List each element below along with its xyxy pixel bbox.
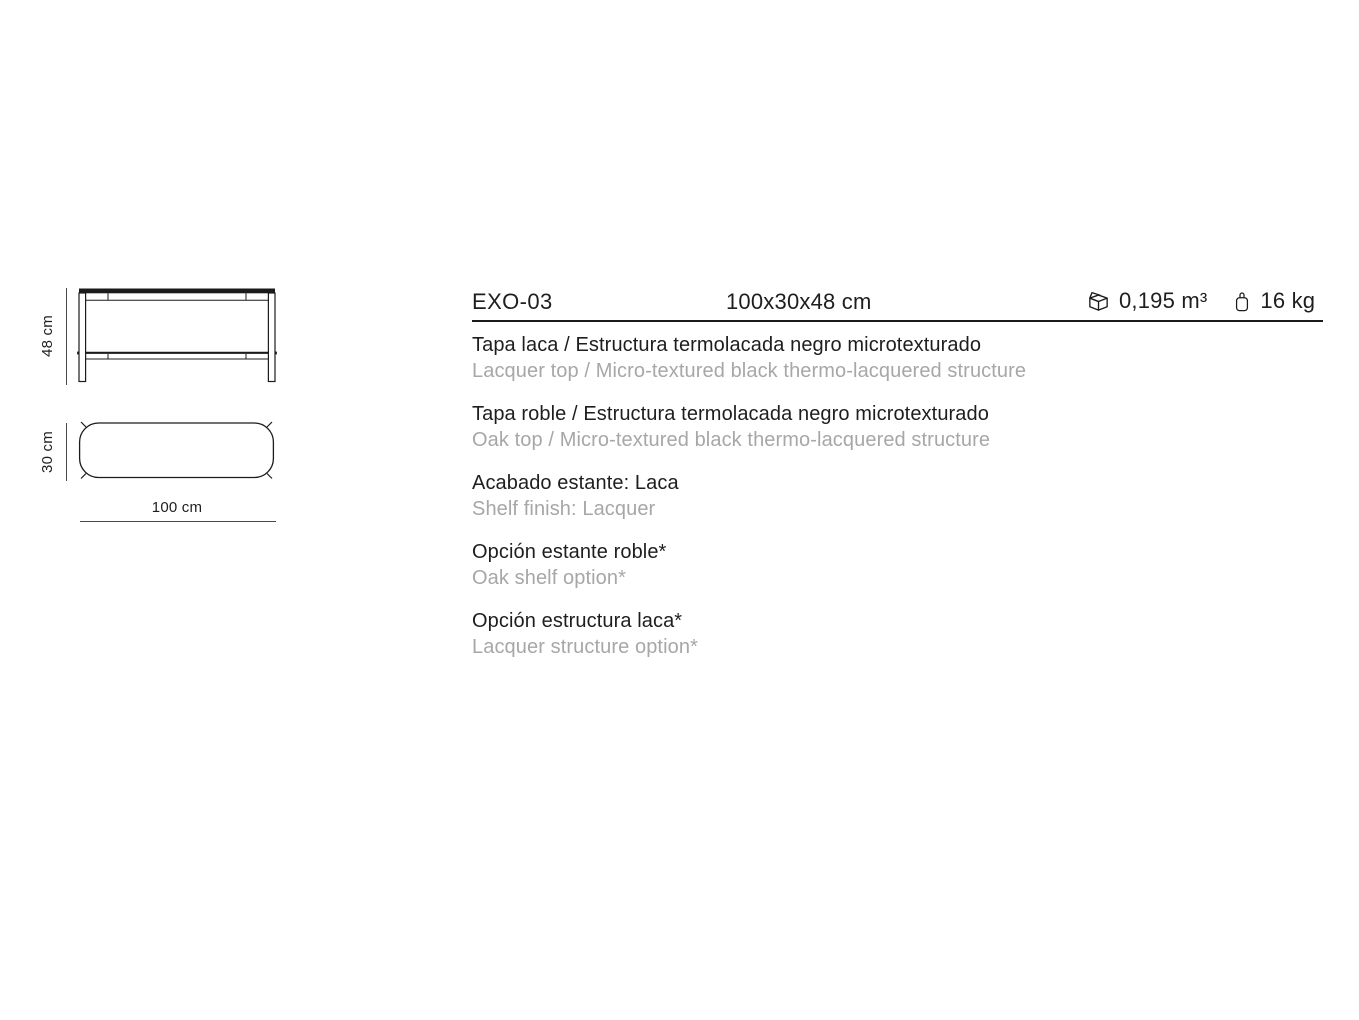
height-dimension-label: 48 cm [38, 315, 56, 357]
package-volume-value: 0,195 m³ [1119, 288, 1208, 313]
spec-text-es: Opción estructura laca* [472, 610, 683, 632]
spec-item-oak-shelf-option [472, 539, 1342, 591]
right-leg [268, 293, 275, 382]
spec-text-en: Shelf finish: Lacquer [472, 498, 656, 520]
hanging-weight-icon [1232, 289, 1252, 314]
spec-item-lacquer-structure-option [472, 608, 1342, 660]
spec-text-en: Lacquer structure option* [472, 636, 698, 658]
spec-item-finish-1 [472, 332, 1342, 384]
spec-text-es: Acabado estante: Laca [472, 472, 679, 494]
spec-text-es: Tapa roble / Estructura termolacada negro microtexturado [472, 403, 989, 425]
spec-text-en: Oak shelf option* [472, 567, 627, 589]
product-weight-value: 16 kg [1260, 288, 1316, 313]
product-dimensions: 100x30x48 cm [726, 289, 872, 314]
width-dimension-label: 100 cm [151, 499, 203, 516]
specification-list [472, 322, 1342, 677]
top-view-drawing [76, 420, 280, 482]
tabletop-slab [79, 289, 275, 294]
package-box-icon [1086, 289, 1111, 314]
spec-text-es: Tapa laca / Estructura termolacada negro microtexturado [472, 334, 982, 356]
spec-text-en: Lacquer top / Micro-textured black thermo-lacquered structure [472, 360, 1027, 382]
spec-text-en: Oak top / Micro-textured black thermo-lacquered structure [472, 429, 991, 451]
width-dimension-line [80, 521, 276, 522]
spec-text-es: Opción estante roble* [472, 541, 667, 563]
packaging-metrics [1086, 286, 1326, 316]
front-view-drawing [76, 287, 280, 385]
product-model-name: EXO-03 [472, 289, 553, 314]
depth-dimension-label: 30 cm [38, 431, 56, 473]
left-leg [79, 293, 86, 382]
tabletop-outline [80, 423, 274, 478]
spec-item-shelf-finish [472, 470, 1342, 522]
spec-item-finish-2 [472, 401, 1342, 453]
